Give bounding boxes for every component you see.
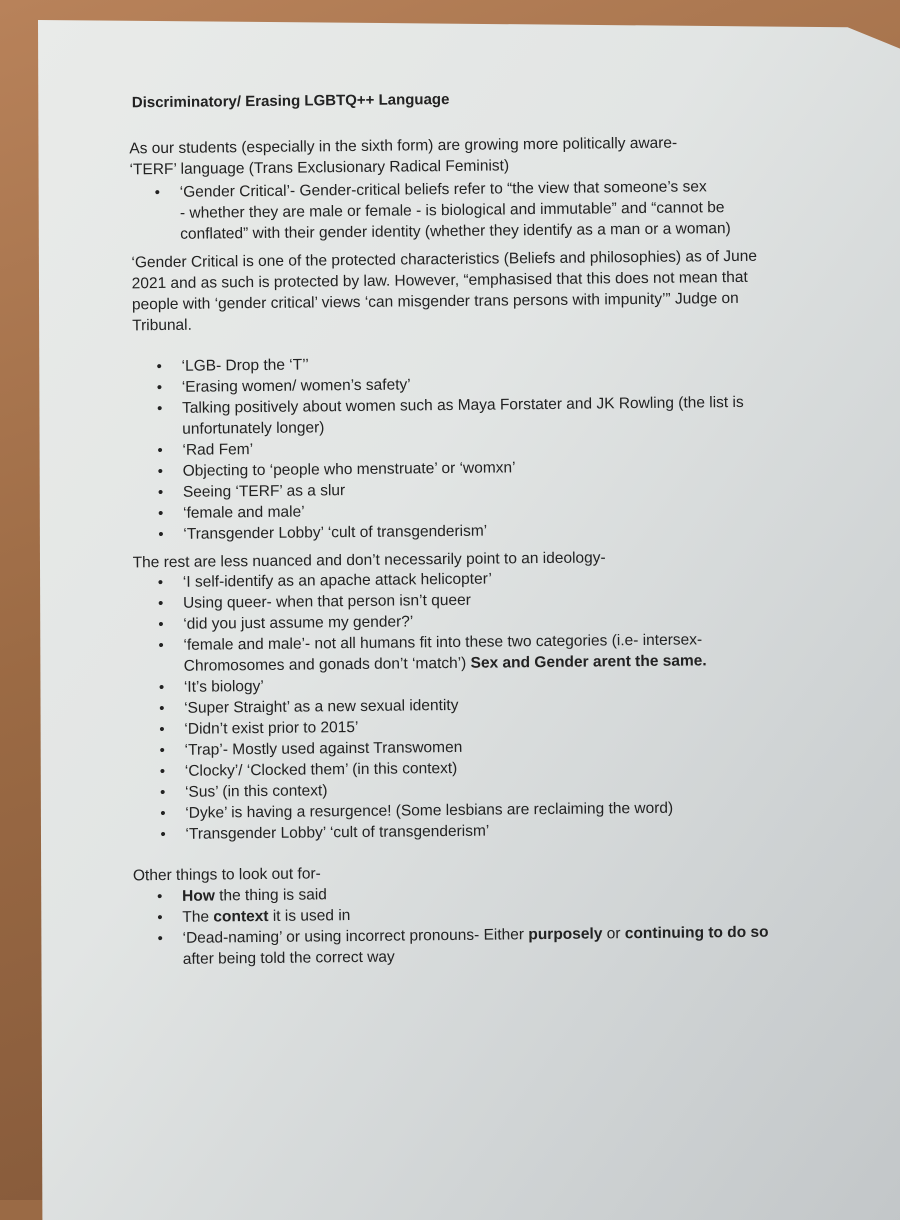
emphasis-text: purposely: [528, 925, 603, 944]
bullet-icon: •: [159, 742, 165, 760]
paragraph-line: ‘Gender Critical is one of the protected characteristics (Beliefs and philosophies) as of June: [131, 247, 758, 272]
bullet-icon: •: [158, 679, 165, 697]
list-item: • ‘Clocky’/ ‘Clocked them’ (in this context): [159, 759, 458, 781]
list-item: • ‘Erasing women/ women’s safety’: [156, 376, 411, 397]
bullet-icon: •: [156, 400, 163, 418]
list-item: • Seeing ‘TERF’ as a slur: [157, 482, 346, 502]
bullet-icon: •: [160, 804, 166, 823]
other-language-list: [157, 566, 709, 844]
bullet-line: conflated” with their gender identity (whether they identify as a man or a woman): [180, 220, 731, 243]
look-out-list: [157, 880, 769, 970]
bullet-line: ‘Gender Critical’- Gender-critical beliefs refer to “the view that someone’s sex: [179, 178, 707, 201]
gender-critical-bullet: [154, 176, 731, 245]
list-item: • Objecting to ‘people who menstruate’ or ‘womxn’: [157, 459, 516, 481]
list-item: • ‘did you just assume my gender?’: [158, 613, 414, 634]
emphasis-text: context: [213, 907, 269, 926]
bullet-icon: •: [157, 909, 163, 927]
list-item: • ‘Transgender Lobby’ ‘cult of transgenderism’: [160, 822, 490, 844]
bullet-icon: •: [158, 616, 164, 634]
bullet-icon: •: [157, 888, 163, 906]
emphasis-text: continuing to do so: [624, 923, 769, 943]
list-item: • ‘Dyke’ is having a resurgence! (Some lesbians are reclaiming the word): [160, 799, 674, 823]
intro-line: ‘TERF’ language (Trans Exclusionary Radical Feminist): [129, 157, 510, 179]
list-item: • ‘Super Straight’ as a new sexual identity: [159, 696, 459, 718]
list-item: • ‘female and male’- not all humans fit into these two categories (i.e- intersex- Chromosomes and gonads don’t ‘match’) Sex and Gender arent the same.: [158, 631, 707, 675]
list-item: • ‘LGB- Drop the ‘T’’: [156, 356, 309, 376]
bullet-icon: •: [156, 358, 162, 376]
bullet-line: - whether they are male or female - is biological and immutable” and “cannot be: [179, 199, 725, 222]
emphasis-text: How: [182, 887, 215, 905]
document-title: Discriminatory/ Erasing LGBTQ++ Language: [131, 90, 450, 112]
list-item: • How the thing is said: [157, 886, 327, 906]
bullet-icon: •: [157, 574, 164, 592]
list-item: • ‘Didn’t exist prior to 2015’: [159, 718, 359, 739]
list-item: • The context it is used in: [157, 907, 351, 927]
bullet-icon: •: [160, 825, 166, 844]
list-item: • ‘Rad Fem’: [157, 441, 254, 460]
intro-line: As our students (especially in the sixth form) are growing more politically aware-: [129, 134, 678, 158]
bullet-icon: •: [158, 526, 164, 544]
terf-language-list: [156, 350, 745, 545]
list-item: • ‘Transgender Lobby’ ‘cult of transgenderism’: [158, 522, 488, 544]
list-item: • Talking positively about women such as Maya Forstater and JK Rowling (the list is unfortunately longer): [156, 393, 744, 438]
list-item: • ‘I self-identify as an apache attack helicopter’: [157, 570, 492, 592]
bullet-icon: •: [158, 505, 164, 523]
bullet-icon: •: [156, 379, 163, 397]
intro-paragraph: [129, 133, 677, 181]
bullet-icon: •: [159, 700, 165, 718]
list-item: • Using queer- when that person isn’t queer: [157, 591, 471, 613]
list-item: • ‘Sus’ (in this context): [159, 782, 328, 802]
bullet-icon: •: [157, 442, 163, 460]
bullet-icon: •: [159, 721, 165, 739]
bullet-icon: •: [159, 762, 166, 781]
paragraph-line: Tribunal.: [132, 316, 192, 335]
bullet-icon: •: [157, 595, 164, 613]
paragraph-line: 2021 and as such is protected by law. However, “emphasised that this does not mean that: [131, 268, 748, 293]
bullet-icon: •: [157, 930, 163, 948]
paragraph-line: people with ‘gender critical’ views ‘can misgender trans persons with impunity’” Judge on: [131, 289, 739, 314]
bullet-icon: •: [154, 184, 161, 202]
bullet-icon: •: [159, 783, 166, 802]
list-item: • ‘Trap’- Mostly used against Transwomen: [159, 738, 463, 760]
list-item: • ‘It’s biology’: [158, 677, 264, 697]
bullet-icon: •: [158, 637, 164, 655]
list-item: • ‘female and male’: [158, 503, 305, 523]
list-item: • ‘Dead-naming’ or using incorrect pronouns- Either purposely or continuing to do so after being told the correct way: [157, 923, 769, 968]
protected-characteristic-paragraph: [131, 246, 757, 337]
emphasis-text: Sex and Gender arent the same.: [470, 652, 707, 672]
other-heading: Other things to look out for-: [132, 865, 321, 885]
rest-heading: The rest are less nuanced and don’t necessarily point to an ideology-: [132, 549, 606, 572]
bullet-icon: •: [157, 484, 164, 502]
bullet-icon: •: [157, 463, 164, 481]
